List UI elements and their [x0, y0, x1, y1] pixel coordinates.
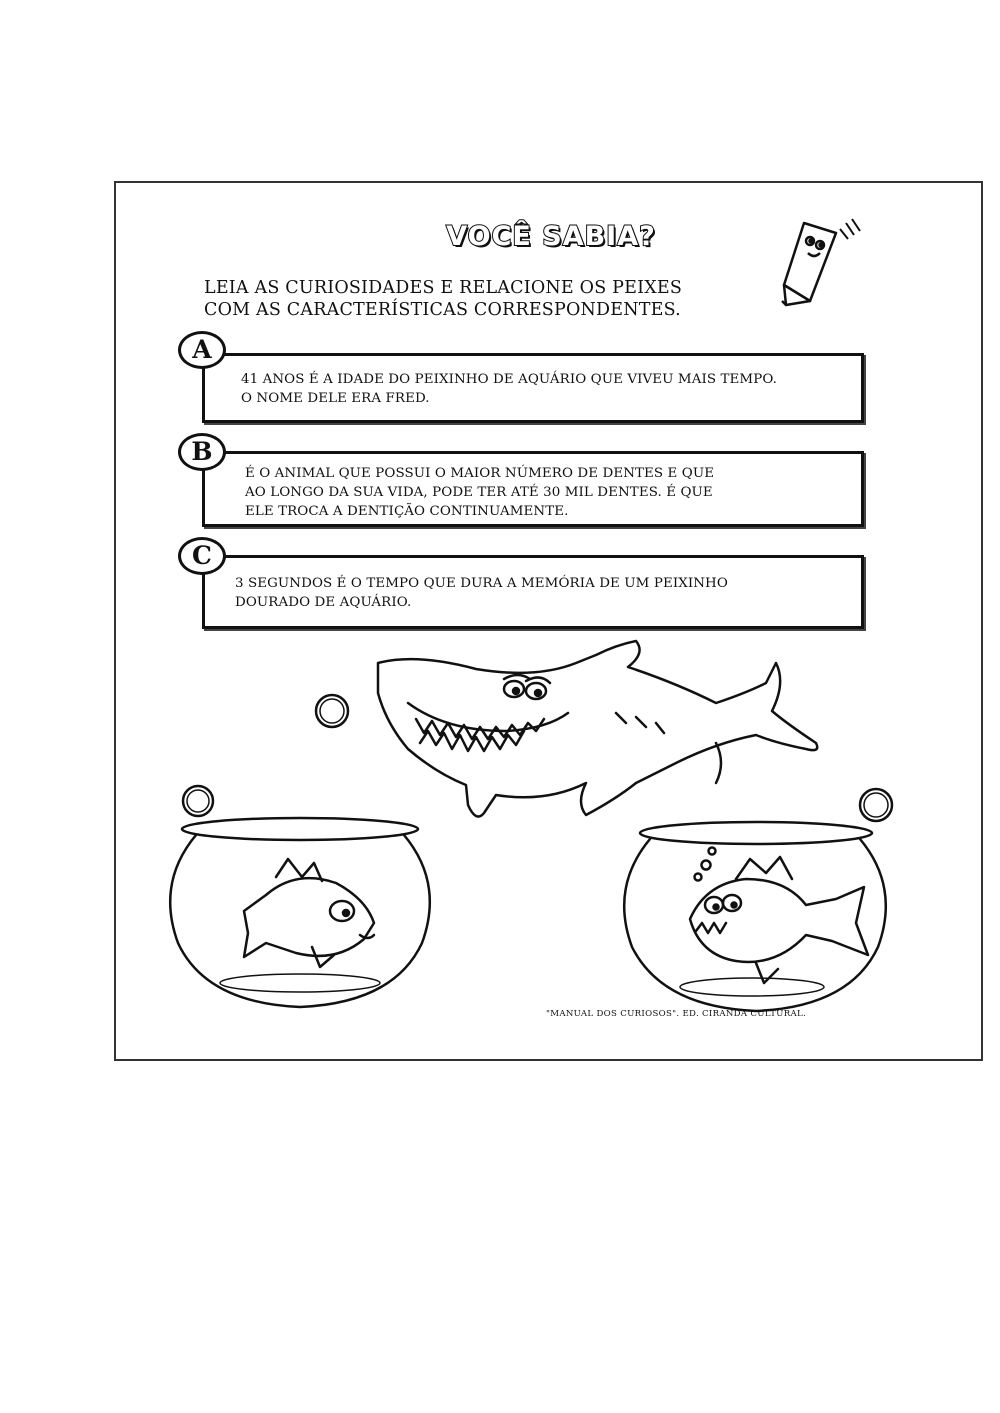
instructions-line-1: LEIA AS CURIOSIDADES E RELACIONE OS PEIXES — [204, 278, 683, 298]
fact-a-line-1: 41 ANOS É A IDADE DO PEIXINHO DE AQUÁRIO QUE VIVEU MAIS TEMPO. — [241, 372, 777, 387]
fact-c-line-1: 3 SEGUNDOS É O TEMPO QUE DURA A MEMÓRIA DE UM PEIXINHO — [235, 576, 728, 591]
illustration-area — [116, 183, 981, 1059]
worksheet-title: VOCÊ SABIA? — [446, 221, 656, 252]
fishbowl-right — [624, 822, 886, 1011]
fact-a-line-2: O NOME DELE ERA FRED. — [241, 391, 430, 406]
bubble-icon — [183, 786, 213, 816]
bubble-icon — [860, 789, 892, 821]
fact-b-line-2: AO LONGO DA SUA VIDA, PODE TER ATÉ 30 MIL DENTES. É QUE — [245, 485, 713, 500]
shark-illustration — [378, 641, 817, 817]
fact-c-line-2: DOURADO DE AQUÁRIO. — [235, 595, 412, 610]
bubble-icon — [316, 695, 348, 727]
letter-badge-c: C — [178, 537, 226, 575]
fishbowl-left — [170, 818, 430, 1007]
instructions-line-2: COM AS CARACTERÍSTICAS CORRESPONDENTES. — [204, 300, 681, 320]
letter-badge-b: B — [178, 433, 226, 471]
worksheet-frame — [114, 181, 983, 1061]
fact-b-line-3: ELE TROCA A DENTIÇÃO CONTINUAMENTE. — [245, 504, 569, 519]
fact-b-line-1: É O ANIMAL QUE POSSUI O MAIOR NÚMERO DE DENTES E QUE — [245, 466, 715, 481]
letter-badge-a: A — [178, 331, 226, 369]
source-credit: "MANUAL DOS CURIOSOS". ED. CIRANDA CULTURAL. — [545, 1009, 807, 1019]
